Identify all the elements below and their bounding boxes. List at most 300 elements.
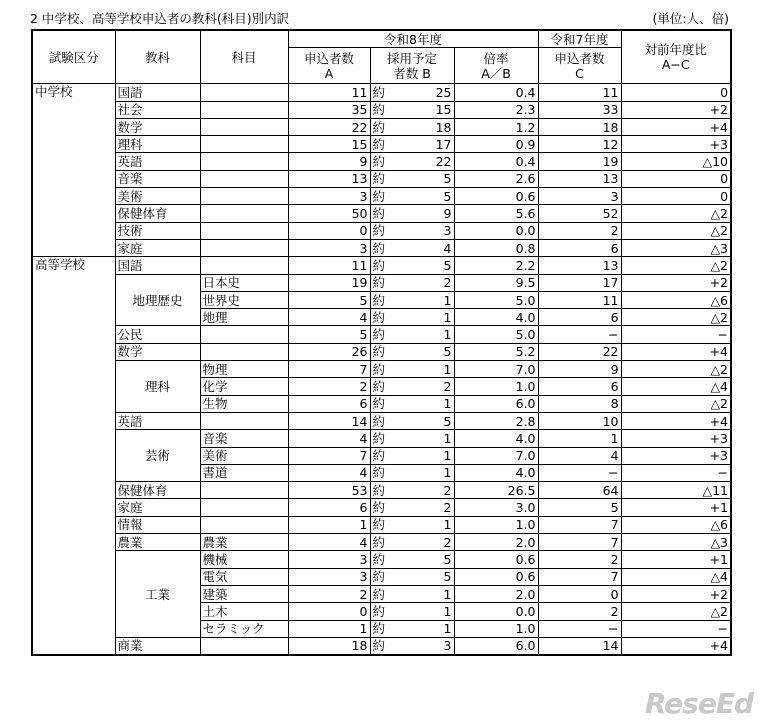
applicants-c-cell: 4 bbox=[538, 447, 621, 464]
hires-b-cell: 2 bbox=[414, 274, 454, 291]
applicants-c-cell: 2 bbox=[538, 551, 621, 568]
header-c-label: C bbox=[575, 65, 584, 81]
course-cell: 物理 bbox=[200, 361, 288, 378]
approx-cell: 約 bbox=[370, 378, 414, 395]
hires-b-cell: 2 bbox=[414, 482, 454, 499]
header-hires-label: 採用予定 bbox=[386, 50, 437, 66]
course-cell: 美術 bbox=[200, 447, 288, 464]
header-hires-sub: 者数 B bbox=[393, 65, 431, 81]
subject-cell: 英語 bbox=[115, 412, 200, 429]
course-cell bbox=[200, 516, 288, 533]
applicants-c-cell: 2 bbox=[538, 603, 621, 620]
applicants-c-cell: 22 bbox=[538, 343, 621, 360]
rate-cell: 1.2 bbox=[454, 118, 538, 135]
exam-group-jhs: 中学校 bbox=[32, 84, 115, 257]
subject-cell: 情報 bbox=[115, 516, 200, 533]
course-cell bbox=[200, 170, 288, 187]
rate-cell: 0.0 bbox=[454, 603, 538, 620]
applicants-a-cell: 26 bbox=[288, 343, 370, 360]
subject-group-geo: 地理歴史 bbox=[115, 274, 200, 326]
rate-cell: 1.0 bbox=[454, 516, 538, 533]
header-exam: 試験区分 bbox=[32, 30, 115, 84]
applicants-a-cell: 3 bbox=[288, 239, 370, 256]
table-row bbox=[32, 257, 731, 274]
applicants-c-cell: 5 bbox=[538, 499, 621, 516]
applicants-c-cell: 8 bbox=[538, 395, 621, 412]
subject-cell: 国語 bbox=[115, 84, 200, 101]
rate-cell: 2.8 bbox=[454, 412, 538, 429]
applicants-c-cell: 13 bbox=[538, 257, 621, 274]
course-cell bbox=[200, 205, 288, 222]
subject-group-ind: 工業 bbox=[115, 551, 200, 637]
applicants-a-cell: 4 bbox=[288, 464, 370, 481]
applicants-a-cell: 11 bbox=[288, 257, 370, 274]
header-a-label: A bbox=[324, 65, 334, 81]
course-cell: セラミック bbox=[200, 620, 288, 637]
applicants-c-cell: 33 bbox=[538, 101, 621, 118]
course-cell bbox=[200, 343, 288, 360]
course-cell: 日本史 bbox=[200, 274, 288, 291]
table-row bbox=[32, 637, 731, 655]
hires-b-cell: 1 bbox=[414, 361, 454, 378]
rate-cell: 1.0 bbox=[454, 378, 538, 395]
diff-cell: +1 bbox=[621, 551, 731, 568]
table-row bbox=[32, 361, 731, 378]
applicants-c-cell: 7 bbox=[538, 534, 621, 551]
approx-cell: 約 bbox=[370, 603, 414, 620]
diff-cell: +4 bbox=[621, 343, 731, 360]
applicants-c-cell: 6 bbox=[538, 378, 621, 395]
course-cell bbox=[200, 482, 288, 499]
rate-cell: 0.6 bbox=[454, 551, 538, 568]
diff-cell: +2 bbox=[621, 274, 731, 291]
applicants-c-cell: − bbox=[538, 464, 621, 481]
header-course: 科目 bbox=[200, 30, 288, 84]
course-cell bbox=[200, 84, 288, 101]
applicants-c-cell: 0 bbox=[538, 585, 621, 602]
subject-group-art: 芸術 bbox=[115, 430, 200, 482]
hires-b-cell: 1 bbox=[414, 326, 454, 343]
table-row bbox=[32, 534, 731, 551]
subject-cell: 数学 bbox=[115, 343, 200, 360]
rate-cell: 2.2 bbox=[454, 257, 538, 274]
approx-cell: 約 bbox=[370, 620, 414, 637]
course-cell bbox=[200, 637, 288, 655]
approx-cell: 約 bbox=[370, 343, 414, 360]
rate-cell: 5.2 bbox=[454, 343, 538, 360]
hires-b-cell: 18 bbox=[414, 118, 454, 135]
rate-cell: 6.0 bbox=[454, 637, 538, 655]
applicants-c-cell: 1 bbox=[538, 430, 621, 447]
course-cell: 音楽 bbox=[200, 430, 288, 447]
applicants-c-cell: 13 bbox=[538, 170, 621, 187]
table-row bbox=[32, 343, 731, 360]
subject-cell: 美術 bbox=[115, 188, 200, 205]
table-row bbox=[32, 136, 731, 153]
diff-cell: △6 bbox=[621, 516, 731, 533]
table-row bbox=[32, 551, 731, 568]
table-row bbox=[32, 239, 731, 256]
diff-cell: △2 bbox=[621, 361, 731, 378]
subject-cell: 家庭 bbox=[115, 239, 200, 256]
applicants-a-cell: 50 bbox=[288, 205, 370, 222]
hires-b-cell: 3 bbox=[414, 637, 454, 655]
hires-b-cell: 2 bbox=[414, 378, 454, 395]
approx-cell: 約 bbox=[370, 239, 414, 256]
exam-group-hs: 高等学校 bbox=[32, 257, 115, 655]
applicants-a-cell: 5 bbox=[288, 326, 370, 343]
approx-cell: 約 bbox=[370, 257, 414, 274]
rate-cell: 4.0 bbox=[454, 464, 538, 481]
header-applicants-label: 申込者数 bbox=[303, 50, 354, 66]
course-cell: 土木 bbox=[200, 603, 288, 620]
applicants-c-cell: 7 bbox=[538, 516, 621, 533]
applicants-c-cell: − bbox=[538, 620, 621, 637]
subject-cell: 保健体育 bbox=[115, 482, 200, 499]
diff-cell: +1 bbox=[621, 499, 731, 516]
approx-cell: 約 bbox=[370, 309, 414, 326]
applicants-c-cell: 18 bbox=[538, 118, 621, 135]
applicants-c-cell: 11 bbox=[538, 291, 621, 308]
approx-cell: 約 bbox=[370, 516, 414, 533]
header-hires-b bbox=[370, 48, 454, 84]
approx-cell: 約 bbox=[370, 326, 414, 343]
applicants-a-cell: 6 bbox=[288, 395, 370, 412]
hires-b-cell: 1 bbox=[414, 447, 454, 464]
rate-cell: 0.9 bbox=[454, 136, 538, 153]
course-cell: 書道 bbox=[200, 464, 288, 481]
diff-cell: +3 bbox=[621, 447, 731, 464]
applicants-a-cell: 6 bbox=[288, 499, 370, 516]
header-r8: 令和8年度 bbox=[288, 30, 538, 48]
table-row bbox=[32, 205, 731, 222]
applicants-c-cell: 6 bbox=[538, 309, 621, 326]
subject-cell: 公民 bbox=[115, 326, 200, 343]
approx-cell: 約 bbox=[370, 464, 414, 481]
applicants-a-cell: 1 bbox=[288, 620, 370, 637]
rate-cell: 9.5 bbox=[454, 274, 538, 291]
diff-cell: △3 bbox=[621, 239, 731, 256]
diff-cell: 0 bbox=[621, 170, 731, 187]
course-cell bbox=[200, 257, 288, 274]
hires-b-cell: 1 bbox=[414, 309, 454, 326]
applicants-a-cell: 0 bbox=[288, 603, 370, 620]
table-row bbox=[32, 84, 731, 101]
diff-cell: △2 bbox=[621, 309, 731, 326]
course-cell: 世界史 bbox=[200, 291, 288, 308]
rate-cell: 2.0 bbox=[454, 585, 538, 602]
applicants-a-cell: 5 bbox=[288, 291, 370, 308]
rate-cell: 2.3 bbox=[454, 101, 538, 118]
header-ratio-prev bbox=[621, 30, 731, 84]
header-subject: 教科 bbox=[115, 30, 200, 84]
diff-cell: 0 bbox=[621, 188, 731, 205]
applicants-a-cell: 53 bbox=[288, 482, 370, 499]
diff-cell: − bbox=[621, 464, 731, 481]
applicants-a-cell: 13 bbox=[288, 170, 370, 187]
rate-cell: 0.8 bbox=[454, 239, 538, 256]
diff-cell: △10 bbox=[621, 153, 731, 170]
hires-b-cell: 5 bbox=[414, 343, 454, 360]
applicants-c-cell: 9 bbox=[538, 361, 621, 378]
diff-cell: 0 bbox=[621, 84, 731, 101]
approx-cell: 約 bbox=[370, 395, 414, 412]
applicants-c-cell: − bbox=[538, 326, 621, 343]
header-applicants-c bbox=[538, 48, 621, 84]
applicants-c-cell: 3 bbox=[538, 188, 621, 205]
rate-cell: 4.0 bbox=[454, 430, 538, 447]
hires-b-cell: 5 bbox=[414, 188, 454, 205]
diff-cell: +2 bbox=[621, 585, 731, 602]
approx-cell: 約 bbox=[370, 447, 414, 464]
hires-b-cell: 17 bbox=[414, 136, 454, 153]
course-cell bbox=[200, 239, 288, 256]
approx-cell: 約 bbox=[370, 222, 414, 239]
course-cell: 生物 bbox=[200, 395, 288, 412]
applicants-a-cell: 4 bbox=[288, 309, 370, 326]
approx-cell: 約 bbox=[370, 274, 414, 291]
applicants-c-cell: 64 bbox=[538, 482, 621, 499]
header-ratio-prev-label: 対前年度比 bbox=[644, 42, 708, 58]
diff-cell: △2 bbox=[621, 222, 731, 239]
approx-cell: 約 bbox=[370, 118, 414, 135]
applicants-c-cell: 11 bbox=[538, 84, 621, 101]
subject-cell: 社会 bbox=[115, 101, 200, 118]
applicants-a-cell: 7 bbox=[288, 447, 370, 464]
applicants-a-cell: 7 bbox=[288, 361, 370, 378]
hires-b-cell: 4 bbox=[414, 239, 454, 256]
table-row bbox=[32, 482, 731, 499]
hires-b-cell: 1 bbox=[414, 430, 454, 447]
approx-cell: 約 bbox=[370, 153, 414, 170]
diff-cell: +3 bbox=[621, 136, 731, 153]
approx-cell: 約 bbox=[370, 205, 414, 222]
subject-cell: 理科 bbox=[115, 136, 200, 153]
table-row bbox=[32, 412, 731, 429]
applicants-c-cell: 19 bbox=[538, 153, 621, 170]
rate-cell: 6.0 bbox=[454, 395, 538, 412]
applicants-a-cell: 18 bbox=[288, 637, 370, 655]
course-cell bbox=[200, 136, 288, 153]
subject-cell: 商業 bbox=[115, 637, 200, 655]
hires-b-cell: 1 bbox=[414, 291, 454, 308]
unit-note: (単位:人、倍) bbox=[652, 11, 729, 26]
applicants-c-cell: 7 bbox=[538, 568, 621, 585]
course-cell: 電気 bbox=[200, 568, 288, 585]
hires-b-cell: 2 bbox=[414, 499, 454, 516]
applicants-c-cell: 52 bbox=[538, 205, 621, 222]
approx-cell: 約 bbox=[370, 291, 414, 308]
hires-b-cell: 1 bbox=[414, 585, 454, 602]
applicants-c-cell: 14 bbox=[538, 637, 621, 655]
diff-cell: △2 bbox=[621, 395, 731, 412]
applicants-a-cell: 4 bbox=[288, 430, 370, 447]
applicants-c-cell: 2 bbox=[538, 222, 621, 239]
applicants-a-cell: 11 bbox=[288, 84, 370, 101]
diff-cell: − bbox=[621, 326, 731, 343]
table-row bbox=[32, 118, 731, 135]
hires-b-cell: 22 bbox=[414, 153, 454, 170]
approx-cell: 約 bbox=[370, 499, 414, 516]
subject-cell: 農業 bbox=[115, 534, 200, 551]
course-cell: 地理 bbox=[200, 309, 288, 326]
table-row bbox=[32, 222, 731, 239]
hires-b-cell: 25 bbox=[414, 84, 454, 101]
hires-b-cell: 2 bbox=[414, 534, 454, 551]
document-title: 2 中学校、高等学校申込者の教科(科目)別内訳 bbox=[30, 11, 290, 26]
subject-group-sci: 理科 bbox=[115, 361, 200, 413]
approx-cell: 約 bbox=[370, 534, 414, 551]
approx-cell: 約 bbox=[370, 568, 414, 585]
approx-cell: 約 bbox=[370, 136, 414, 153]
applicants-a-cell: 3 bbox=[288, 551, 370, 568]
course-cell bbox=[200, 188, 288, 205]
applicants-a-cell: 22 bbox=[288, 118, 370, 135]
header-rate-sub: A／B bbox=[481, 65, 511, 81]
rate-cell: 5.6 bbox=[454, 205, 538, 222]
applicants-a-cell: 15 bbox=[288, 136, 370, 153]
course-cell bbox=[200, 499, 288, 516]
subject-cell: 音楽 bbox=[115, 170, 200, 187]
hires-b-cell: 15 bbox=[414, 101, 454, 118]
diff-cell: +2 bbox=[621, 101, 731, 118]
hires-b-cell: 1 bbox=[414, 620, 454, 637]
rate-cell: 7.0 bbox=[454, 447, 538, 464]
hires-b-cell: 9 bbox=[414, 205, 454, 222]
diff-cell: △4 bbox=[621, 378, 731, 395]
rate-cell: 4.0 bbox=[454, 309, 538, 326]
header-applicants-a bbox=[288, 48, 370, 84]
table-row bbox=[32, 101, 731, 118]
applicants-a-cell: 2 bbox=[288, 378, 370, 395]
approx-cell: 約 bbox=[370, 482, 414, 499]
header-rate bbox=[454, 48, 538, 84]
table-row bbox=[32, 516, 731, 533]
subject-cell: 家庭 bbox=[115, 499, 200, 516]
subject-cell: 保健体育 bbox=[115, 205, 200, 222]
approx-cell: 約 bbox=[370, 101, 414, 118]
course-cell bbox=[200, 153, 288, 170]
applicants-table bbox=[31, 29, 732, 656]
header-r7: 令和7年度 bbox=[538, 30, 621, 48]
rate-cell: 1.0 bbox=[454, 620, 538, 637]
site-logo: ReseEd bbox=[645, 687, 753, 720]
applicants-a-cell: 14 bbox=[288, 412, 370, 429]
approx-cell: 約 bbox=[370, 585, 414, 602]
applicants-c-cell: 17 bbox=[538, 274, 621, 291]
course-cell: 農業 bbox=[200, 534, 288, 551]
applicants-c-cell: 12 bbox=[538, 136, 621, 153]
rate-cell: 0.4 bbox=[454, 153, 538, 170]
diff-cell: +4 bbox=[621, 118, 731, 135]
subject-cell: 技術 bbox=[115, 222, 200, 239]
approx-cell: 約 bbox=[370, 188, 414, 205]
rate-cell: 2.0 bbox=[454, 534, 538, 551]
course-cell bbox=[200, 412, 288, 429]
hires-b-cell: 5 bbox=[414, 551, 454, 568]
approx-cell: 約 bbox=[370, 637, 414, 655]
header-ratio-prev-sub: A−C bbox=[661, 57, 690, 73]
rate-cell: 0.4 bbox=[454, 84, 538, 101]
subject-cell: 数学 bbox=[115, 118, 200, 135]
diff-cell: △3 bbox=[621, 534, 731, 551]
diff-cell: +4 bbox=[621, 637, 731, 655]
hires-b-cell: 5 bbox=[414, 170, 454, 187]
rate-cell: 0.0 bbox=[454, 222, 538, 239]
course-cell bbox=[200, 118, 288, 135]
rate-cell: 0.6 bbox=[454, 188, 538, 205]
course-cell bbox=[200, 222, 288, 239]
approx-cell: 約 bbox=[370, 551, 414, 568]
course-cell: 化学 bbox=[200, 378, 288, 395]
rate-cell: 26.5 bbox=[454, 482, 538, 499]
rate-cell: 5.0 bbox=[454, 291, 538, 308]
rate-cell: 7.0 bbox=[454, 361, 538, 378]
table-row bbox=[32, 326, 731, 343]
applicants-a-cell: 9 bbox=[288, 153, 370, 170]
diff-cell: △6 bbox=[621, 291, 731, 308]
applicants-a-cell: 3 bbox=[288, 568, 370, 585]
applicants-a-cell: 2 bbox=[288, 585, 370, 602]
table-row bbox=[32, 430, 731, 447]
rate-cell: 0.6 bbox=[454, 568, 538, 585]
rate-cell: 2.6 bbox=[454, 170, 538, 187]
diff-cell: △2 bbox=[621, 603, 731, 620]
diff-cell: +4 bbox=[621, 412, 731, 429]
rate-cell: 3.0 bbox=[454, 499, 538, 516]
approx-cell: 約 bbox=[370, 170, 414, 187]
diff-cell: +3 bbox=[621, 430, 731, 447]
course-cell bbox=[200, 101, 288, 118]
table-row bbox=[32, 499, 731, 516]
hires-b-cell: 1 bbox=[414, 516, 454, 533]
subject-cell: 国語 bbox=[115, 257, 200, 274]
applicants-c-cell: 6 bbox=[538, 239, 621, 256]
applicants-a-cell: 19 bbox=[288, 274, 370, 291]
applicants-c-cell: 10 bbox=[538, 412, 621, 429]
diff-cell: △2 bbox=[621, 257, 731, 274]
course-cell: 建築 bbox=[200, 585, 288, 602]
table-row bbox=[32, 170, 731, 187]
header-applicants-c-label: 申込者数 bbox=[554, 50, 605, 66]
hires-b-cell: 1 bbox=[414, 464, 454, 481]
table-row bbox=[32, 188, 731, 205]
table-row bbox=[32, 274, 731, 291]
hires-b-cell: 1 bbox=[414, 603, 454, 620]
diff-cell: △11 bbox=[621, 482, 731, 499]
course-cell bbox=[200, 326, 288, 343]
approx-cell: 約 bbox=[370, 84, 414, 101]
course-cell: 機械 bbox=[200, 551, 288, 568]
rate-cell: 5.0 bbox=[454, 326, 538, 343]
diff-cell: △4 bbox=[621, 568, 731, 585]
hires-b-cell: 3 bbox=[414, 222, 454, 239]
header-rate-label: 倍率 bbox=[483, 50, 509, 66]
applicants-a-cell: 35 bbox=[288, 101, 370, 118]
applicants-a-cell: 4 bbox=[288, 534, 370, 551]
diff-cell: △2 bbox=[621, 205, 731, 222]
approx-cell: 約 bbox=[370, 412, 414, 429]
hires-b-cell: 5 bbox=[414, 412, 454, 429]
hires-b-cell: 5 bbox=[414, 257, 454, 274]
applicants-a-cell: 1 bbox=[288, 516, 370, 533]
approx-cell: 約 bbox=[370, 430, 414, 447]
diff-cell: − bbox=[621, 620, 731, 637]
hires-b-cell: 5 bbox=[414, 568, 454, 585]
subject-cell: 英語 bbox=[115, 153, 200, 170]
table-row bbox=[32, 153, 731, 170]
hires-b-cell: 1 bbox=[414, 395, 454, 412]
